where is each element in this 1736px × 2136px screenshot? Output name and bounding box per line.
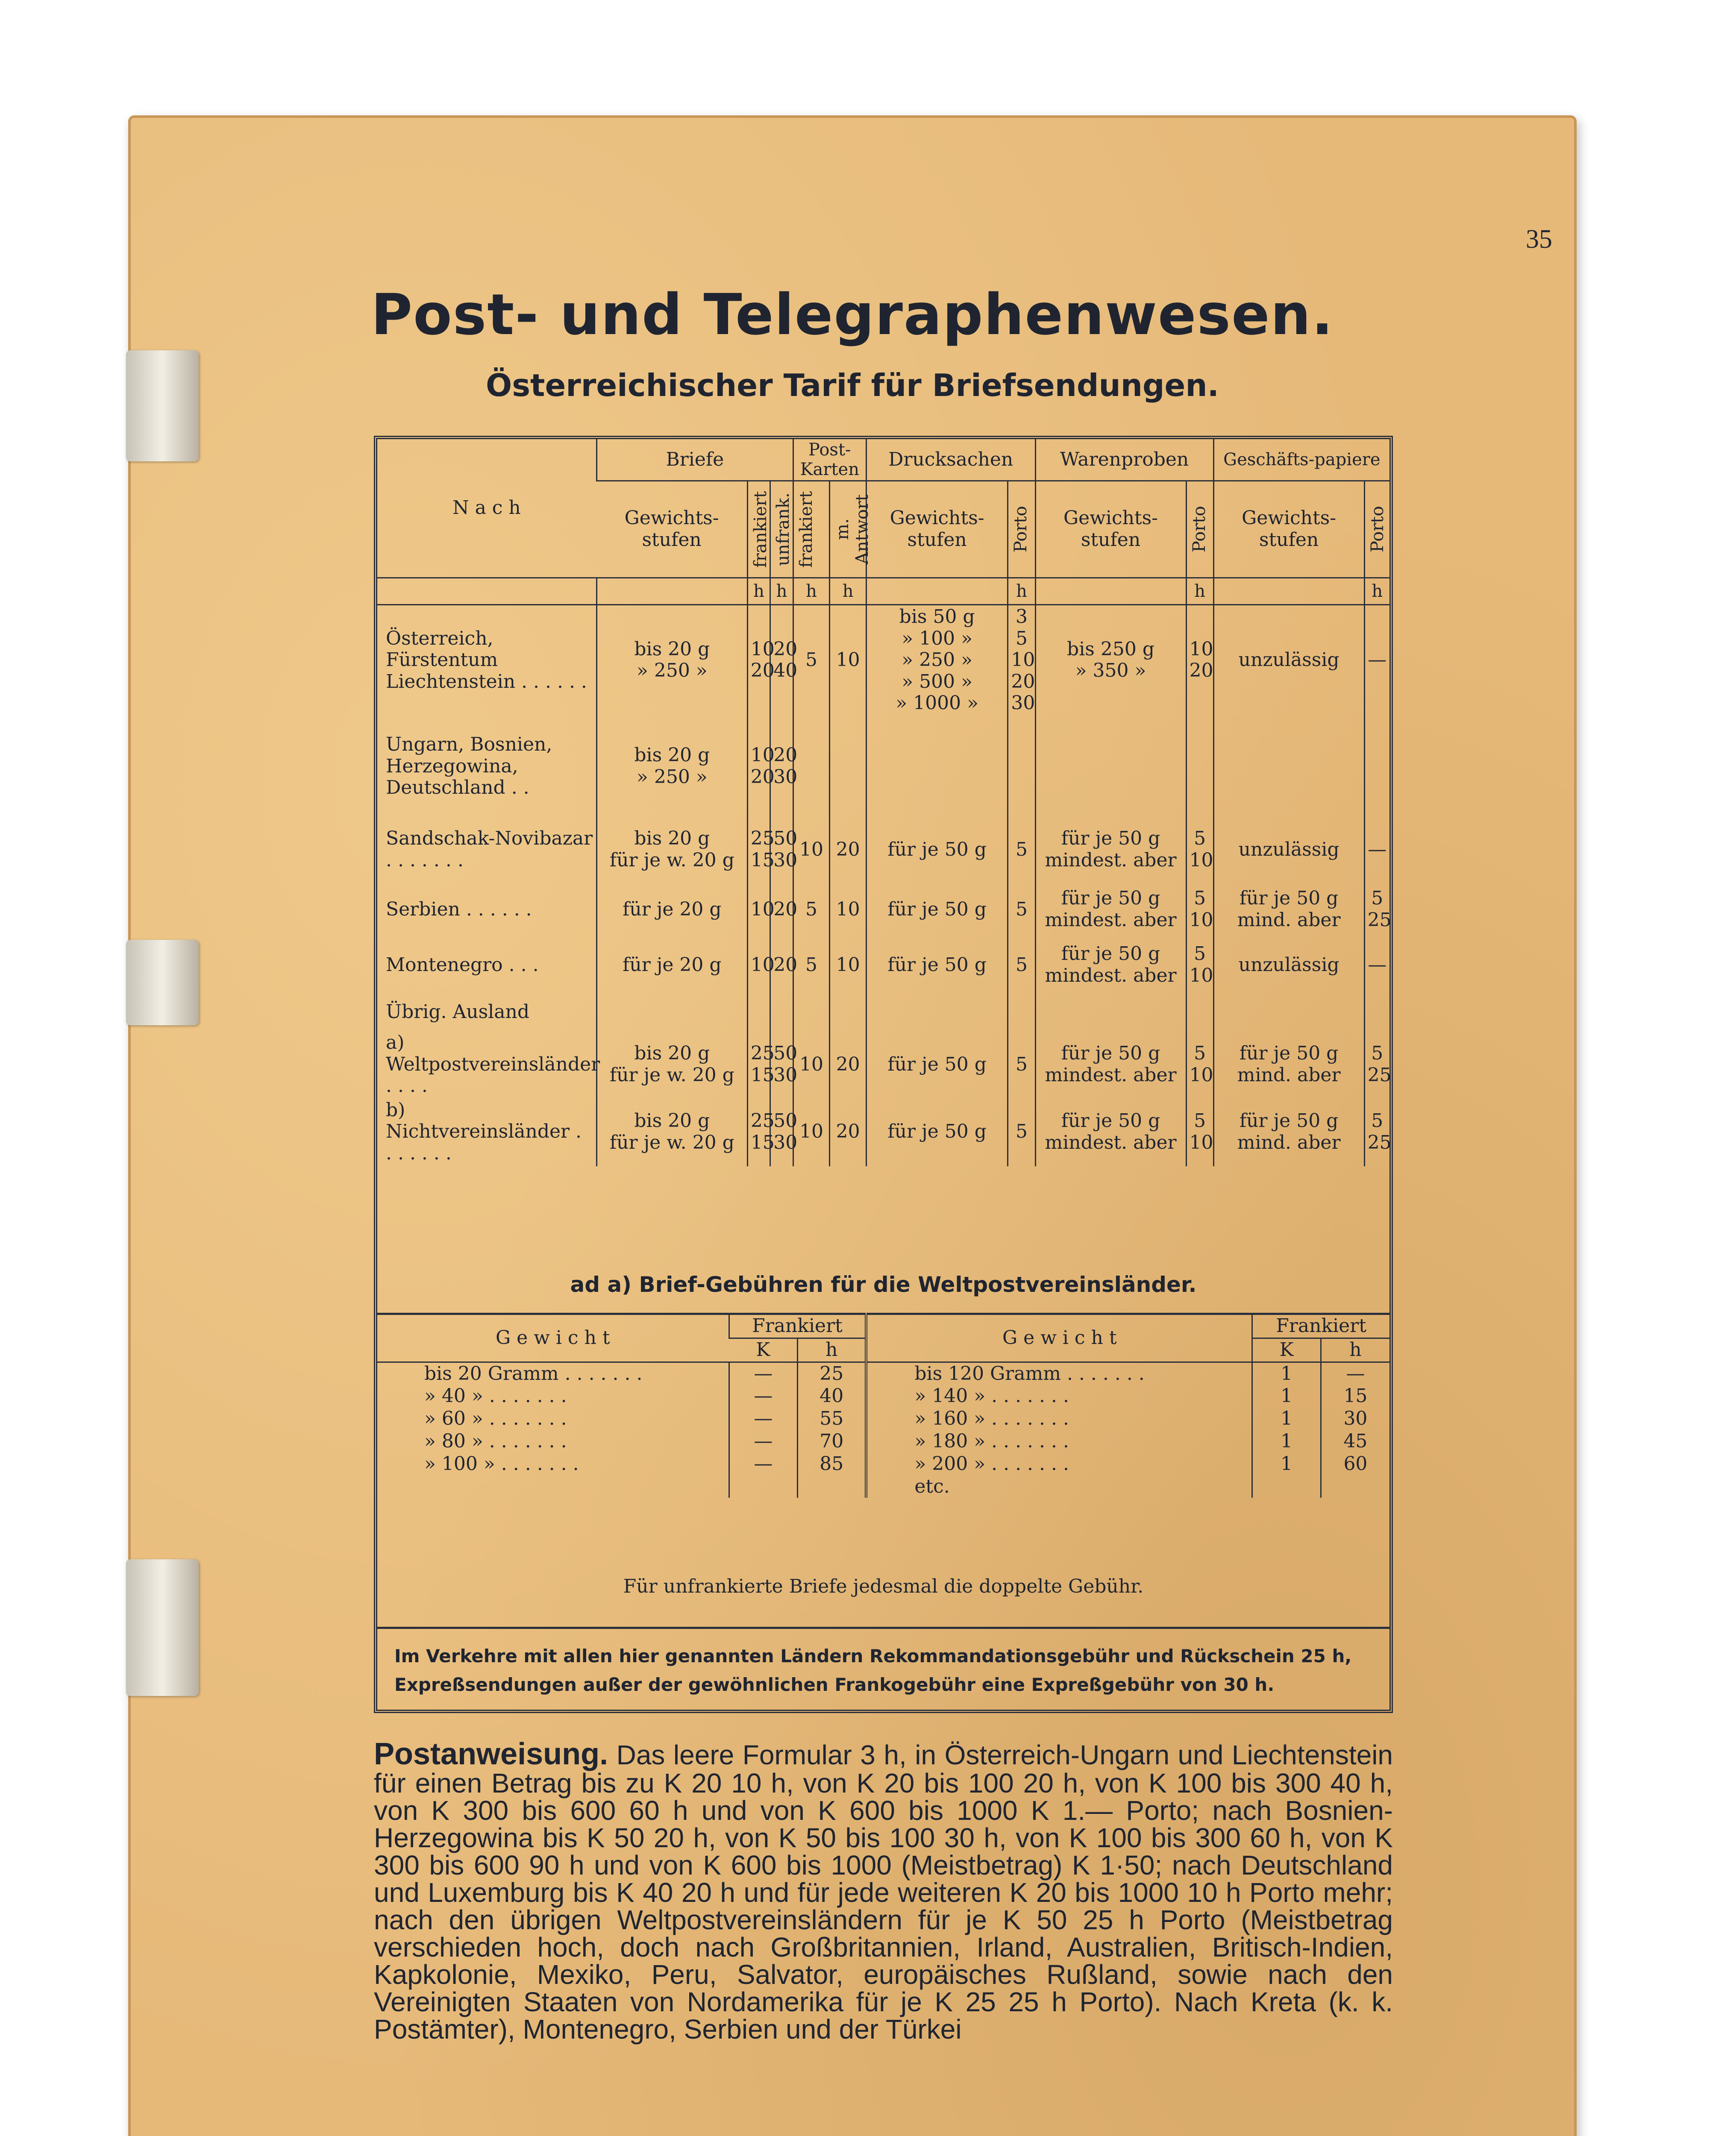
subcol-gp-stufen: Gewichts-stufen: [1213, 481, 1364, 578]
cell-dr-stufen: für je 50 g: [866, 882, 1008, 937]
col-briefe: Briefe: [596, 439, 793, 481]
wp-cell-g: » 80 » . . . . . . .: [424, 1430, 567, 1452]
weltpost-body: [377, 1362, 1389, 1498]
col-geschaeftspapiere: Geschäfts-papiere: [1213, 439, 1389, 481]
cell-pk-ant: 20: [830, 818, 867, 882]
tariff-row: [377, 715, 1389, 818]
cell-wp-stufen: für je 50 g mindest. aber: [1035, 937, 1186, 993]
unit-cell: [866, 578, 1008, 605]
tariff-row: [377, 605, 1389, 715]
cell-gp-stufen: unzulässig: [1213, 818, 1364, 882]
wp-col-frankiert-left: Frankiert: [729, 1314, 866, 1338]
wp-cell-g: » 180 » . . . . . . .: [866, 1430, 1252, 1453]
cell-pk-ant: 10: [830, 937, 867, 993]
paragraph-lead: Postanweisung.: [374, 1737, 608, 1771]
wp-cell-h: 15: [1321, 1385, 1389, 1408]
subcol-briefe-stufen: Gewichts-stufen: [596, 481, 747, 578]
cell-briefe-stufen: bis 20 g » 250 »: [596, 715, 747, 818]
cell-wp-porto: [1186, 993, 1213, 1031]
weltpost-row: [377, 1430, 1389, 1453]
cell-pk-fr: 10: [793, 1098, 830, 1166]
wp-cell-k: —: [729, 1385, 798, 1408]
wp-cell-g: [377, 1476, 729, 1498]
wp-unit-k: K: [729, 1338, 798, 1362]
cell-pk-fr: 5: [793, 882, 830, 937]
wp-cell-g: » 160 » . . . . . . .: [866, 1408, 1252, 1430]
tariff-footer-note: Im Verkehre mit allen hier genannten Ländern Rekommandationsgebühr und Rückschein 25 h, Expreßsendungen außer der gewöhnlichen Frankogebühr eine Expreßgebühr von 30 h.: [377, 1627, 1389, 1699]
cell-dr-porto: 5: [1008, 1031, 1035, 1098]
cell-gp-porto: —: [1364, 818, 1389, 882]
cell-dr-stufen: bis 50 g » 100 » » 250 » » 500 » » 1000 »: [866, 605, 1008, 715]
cell-wp-stufen: für je 50 g mindest. aber: [1035, 1098, 1186, 1166]
unit-cell: h: [1186, 578, 1213, 605]
cell-dr-porto: 5: [1008, 1098, 1035, 1166]
unit-cell: [377, 578, 596, 605]
cell-wp-porto: 5 10: [1186, 818, 1213, 882]
cell-dr-stufen: für je 50 g: [866, 1031, 1008, 1098]
cell-pk-fr: 5: [793, 937, 830, 993]
tariff-row: [377, 1098, 1389, 1166]
wp-cell-k: —: [729, 1408, 798, 1430]
unit-cell: [1213, 578, 1364, 605]
cell-dr-porto: 3 5 10 20 30: [1008, 605, 1035, 715]
cell-unfr: 50 30: [770, 1031, 793, 1098]
cell-wp-porto: [1186, 715, 1213, 818]
page-title: Post- und Telegraphenwesen.: [371, 282, 1334, 348]
cell-pk-fr: [793, 715, 830, 818]
cell-wp-stufen: für je 50 g mindest. aber: [1035, 1031, 1186, 1098]
wp-cell-h: 60: [1321, 1453, 1389, 1476]
wp-cell-h: 45: [1321, 1430, 1389, 1453]
cell-fr: 10 20: [747, 715, 770, 818]
wp-cell-g: » 40 » . . . . . . .: [424, 1385, 567, 1407]
wp-cell-k: [729, 1476, 798, 1498]
wp-cell-h: 85: [798, 1453, 867, 1476]
wp-cell-h: 70: [798, 1430, 867, 1453]
cell-fr: 10: [747, 882, 770, 937]
cell-gp-porto: —: [1364, 937, 1389, 993]
wp-cell-k: [1252, 1476, 1321, 1498]
subcol-wp-porto: Porto: [1189, 506, 1209, 553]
cell-fr: 25 15: [747, 1031, 770, 1098]
cell-dr-stufen: für je 50 g: [866, 818, 1008, 882]
cell-wp-porto: 5 10: [1186, 882, 1213, 937]
weltpost-row: [377, 1476, 1389, 1498]
cell-dr-stufen: für je 50 g: [866, 1098, 1008, 1166]
cell-wp-stufen: für je 50 g mindest. aber: [1035, 882, 1186, 937]
wp-cell-g: bis 20 Gramm . . . . . . .: [424, 1362, 643, 1385]
wp-cell-k: 1: [1252, 1430, 1321, 1453]
cell-gp-stufen: [1213, 993, 1364, 1031]
cell-briefe-stufen: für je 20 g: [596, 937, 747, 993]
cell-gp-stufen: für je 50 g mind. aber: [1213, 882, 1364, 937]
wp-cell-k: 1: [1252, 1385, 1321, 1408]
staple-bottom: [126, 1559, 199, 1696]
cell-pk-ant: 10: [830, 605, 867, 715]
unit-cell: [1035, 578, 1186, 605]
cell-gp-stufen: unzulässig: [1213, 605, 1364, 715]
cell-wp-stufen: bis 250 g » 350 »: [1035, 605, 1186, 715]
cell-briefe-stufen: bis 20 g für je w. 20 g: [596, 1098, 747, 1166]
cell-nach: Serbien . . . . . .: [386, 898, 532, 920]
wp-cell-h: [1321, 1476, 1389, 1498]
cell-wp-stufen: [1035, 715, 1186, 818]
cell-pk-fr: [793, 993, 830, 1031]
cell-nach: Montenegro . . .: [386, 954, 539, 976]
cell-pk-ant: 20: [830, 1098, 867, 1166]
subcol-gp-porto: Porto: [1367, 506, 1387, 553]
cell-nach: Österreich, Fürstentum Liechtenstein . . . . . .: [386, 627, 587, 692]
tariff-row: [377, 882, 1389, 937]
cell-dr-stufen: [866, 993, 1008, 1031]
cell-gp-stufen: [1213, 715, 1364, 818]
cell-dr-porto: [1008, 715, 1035, 818]
cell-dr-stufen: für je 50 g: [866, 937, 1008, 993]
tariff-row: [377, 937, 1389, 993]
wp-cell-k: 1: [1252, 1408, 1321, 1430]
cell-wp-porto: 10 20: [1186, 605, 1213, 715]
wp-cell-h: [798, 1476, 867, 1498]
cell-unfr: 20 30: [770, 715, 793, 818]
tariff-box: [374, 436, 1393, 1713]
cell-pk-ant: [830, 993, 867, 1031]
cell-dr-stufen: [866, 715, 1008, 818]
cell-gp-porto: —: [1364, 605, 1389, 715]
cell-gp-porto: 5 25: [1364, 1031, 1389, 1098]
cell-briefe-stufen: [596, 993, 747, 1031]
col-warenproben: Warenproben: [1035, 439, 1213, 481]
paragraph-text: Das leere Formular 3 h, in Österreich-Ungarn und Liechtenstein für einen Betrag bis zu K 20 10 h, von K 20 bis 100 20 h, von K 100 bis 300 40 h, von K 300 bis 600 60 h und von K 600 bis 1000 K 1.— Porto; nach Bosnien-Herzegowina bis K 50 20 h, von K 50 bis 100 30 h, von K 100 bis 300 60 h, von K 300 bis 600 90 h und von K 600 bis 1000 (Meistbetrag) K 1·50; nach Deutschland und Luxemburg bis K 40 20 h und für jede weiteren K 20 bis 1000 10 h Porto mehr; nach den übrigen Weltpostvereinsländern für je K 50 25 h Porto (Meistbetrag verschieden hoch, doch nach Großbritannien, Irland, Australien, Britisch-Indien, Kapkolonie, Mexiko, Peru, Salvator, europäisches Rußland, sowie nach den Vereinigten Staaten von Nordamerika für je K 25 25 h Porto). Nach Kreta (k. k. Postämter), Montenegro, Serbien und der Türkei: [374, 1740, 1393, 2045]
wp-cell-g: » 60 » . . . . . . .: [424, 1408, 567, 1430]
cell-nach: b) Nichtvereinsländer . . . . . . .: [386, 1099, 582, 1165]
wp-cell-h: 25: [798, 1362, 867, 1385]
tariff-body: [377, 605, 1392, 1166]
wp-cell-k: —: [729, 1362, 798, 1385]
cell-gp-stufen: für je 50 g mind. aber: [1213, 1031, 1364, 1098]
postanweisung-paragraph: [374, 1739, 1393, 2043]
unit-cell: h: [1364, 578, 1389, 605]
cell-pk-ant: [830, 715, 867, 818]
weltpost-note: Für unfrankierte Briefe jedesmal die doppelte Gebühr.: [623, 1576, 1144, 1597]
cell-unfr: [770, 993, 793, 1031]
page-number: 35: [1526, 225, 1552, 254]
col-nach: N a c h: [377, 439, 596, 578]
tariff-table: [377, 439, 1392, 1166]
cell-dr-porto: 5: [1008, 882, 1035, 937]
cell-pk-fr: 10: [793, 818, 830, 882]
wp-cell-h: 30: [1321, 1408, 1389, 1430]
wp-col-gewicht-left: G e w i c h t: [377, 1314, 729, 1362]
subcol-briefe-frankiert: frankiert: [750, 491, 770, 568]
cell-unfr: 20: [770, 937, 793, 993]
cell-briefe-stufen: bis 20 g für je w. 20 g: [596, 1031, 747, 1098]
weltpost-row: [377, 1453, 1389, 1476]
cell-dr-porto: 5: [1008, 818, 1035, 882]
cell-gp-porto: 5 25: [1364, 882, 1389, 937]
cell-nach: a) Weltpostvereinsländer . . . .: [386, 1031, 600, 1097]
wp-cell-g: » 200 » . . . . . . .: [866, 1453, 1252, 1476]
wp-cell-h: 40: [798, 1385, 867, 1408]
cell-unfr: 50 30: [770, 1098, 793, 1166]
wp-cell-k: 1: [1252, 1362, 1321, 1385]
wp-cell-g: » 100 » . . . . . . .: [424, 1452, 579, 1475]
wp-unit-h: h: [798, 1338, 867, 1362]
page-subtitle: Österreichischer Tarif für Briefsendungen.: [485, 367, 1219, 403]
cell-gp-porto: [1364, 993, 1389, 1031]
cell-nach: Übrig. Ausland: [386, 1001, 529, 1023]
unit-cell: [596, 578, 747, 605]
wp-cell-g: etc.: [866, 1476, 1252, 1498]
subcol-pk-antwort: m. Antwort: [833, 494, 872, 565]
cell-pk-fr: 5: [793, 605, 830, 715]
cell-briefe-stufen: für je 20 g: [596, 882, 747, 937]
cell-unfr: 20: [770, 882, 793, 937]
unit-cell: h: [830, 578, 867, 605]
cell-dr-porto: 5: [1008, 937, 1035, 993]
wp-cell-k: —: [729, 1430, 798, 1453]
wp-col-gewicht-right: G e w i c h t: [866, 1314, 1252, 1362]
col-postkarten: Post-Karten: [793, 439, 866, 481]
wp-cell-h: 55: [798, 1408, 867, 1430]
cell-wp-porto: 5 10: [1186, 937, 1213, 993]
cell-wp-stufen: [1035, 993, 1186, 1031]
wp-col-frankiert-right: Frankiert: [1252, 1314, 1389, 1338]
cell-gp-porto: 5 25: [1364, 1098, 1389, 1166]
tariff-row: [377, 818, 1389, 882]
cell-dr-porto: [1008, 993, 1035, 1031]
wp-cell-h: —: [1321, 1362, 1389, 1385]
cell-gp-stufen: für je 50 g mind. aber: [1213, 1098, 1364, 1166]
cell-gp-porto: [1364, 715, 1389, 818]
cell-fr: 10 20: [747, 605, 770, 715]
tariff-row: [377, 1031, 1389, 1098]
unit-cell: h: [793, 578, 830, 605]
col-drucksachen: Drucksachen: [866, 439, 1035, 481]
cell-nach: Sandschak-Novibazar . . . . . . .: [386, 827, 593, 871]
unit-cell: h: [747, 578, 770, 605]
cell-nach: Ungarn, Bosnien, Herzegowina, Deutschland . .: [386, 734, 552, 799]
wp-cell-k: —: [729, 1453, 798, 1476]
cell-pk-ant: 10: [830, 882, 867, 937]
unit-cell: h: [770, 578, 793, 605]
staple-top: [126, 350, 199, 461]
weltpost-row: [377, 1408, 1389, 1430]
cell-fr: 25 15: [747, 1098, 770, 1166]
cell-unfr: 20 40: [770, 605, 793, 715]
unit-cell: h: [1008, 578, 1035, 605]
weltpost-row: [377, 1385, 1389, 1408]
wp-unit-h: h: [1321, 1338, 1389, 1362]
wp-cell-g: » 140 » . . . . . . .: [866, 1385, 1252, 1408]
tariff-row: [377, 993, 1389, 1031]
cell-pk-fr: 10: [793, 1031, 830, 1098]
subcol-pk-frankiert: frankiert: [796, 491, 816, 568]
wp-cell-k: 1: [1252, 1453, 1321, 1476]
weltpost-table: [377, 1313, 1389, 1498]
subcol-briefe-unfrank: unfrank.: [773, 493, 793, 566]
cell-pk-ant: 20: [830, 1031, 867, 1098]
subcol-dr-stufen: Gewichts-stufen: [866, 481, 1008, 578]
cell-fr: 10: [747, 937, 770, 993]
cell-wp-porto: 5 10: [1186, 1098, 1213, 1166]
cell-wp-porto: 5 10: [1186, 1031, 1213, 1098]
weltpost-row: [377, 1362, 1389, 1385]
wp-cell-g: bis 120 Gramm . . . . . . .: [866, 1362, 1252, 1385]
cell-wp-stufen: für je 50 g mindest. aber: [1035, 818, 1186, 882]
cell-fr: 25 15: [747, 818, 770, 882]
cell-fr: [747, 993, 770, 1031]
cell-briefe-stufen: bis 20 g für je w. 20 g: [596, 818, 747, 882]
weltpost-heading: ad a) Brief-Gebühren für die Weltpostvereinsländer.: [570, 1272, 1197, 1297]
subcol-wp-stufen: Gewichts-stufen: [1035, 481, 1186, 578]
cell-briefe-stufen: bis 20 g » 250 »: [596, 605, 747, 715]
cell-unfr: 50 30: [770, 818, 793, 882]
wp-unit-k: K: [1252, 1338, 1321, 1362]
subcol-dr-porto: Porto: [1011, 506, 1031, 553]
staple-middle: [126, 940, 199, 1025]
cell-gp-stufen: unzulässig: [1213, 937, 1364, 993]
